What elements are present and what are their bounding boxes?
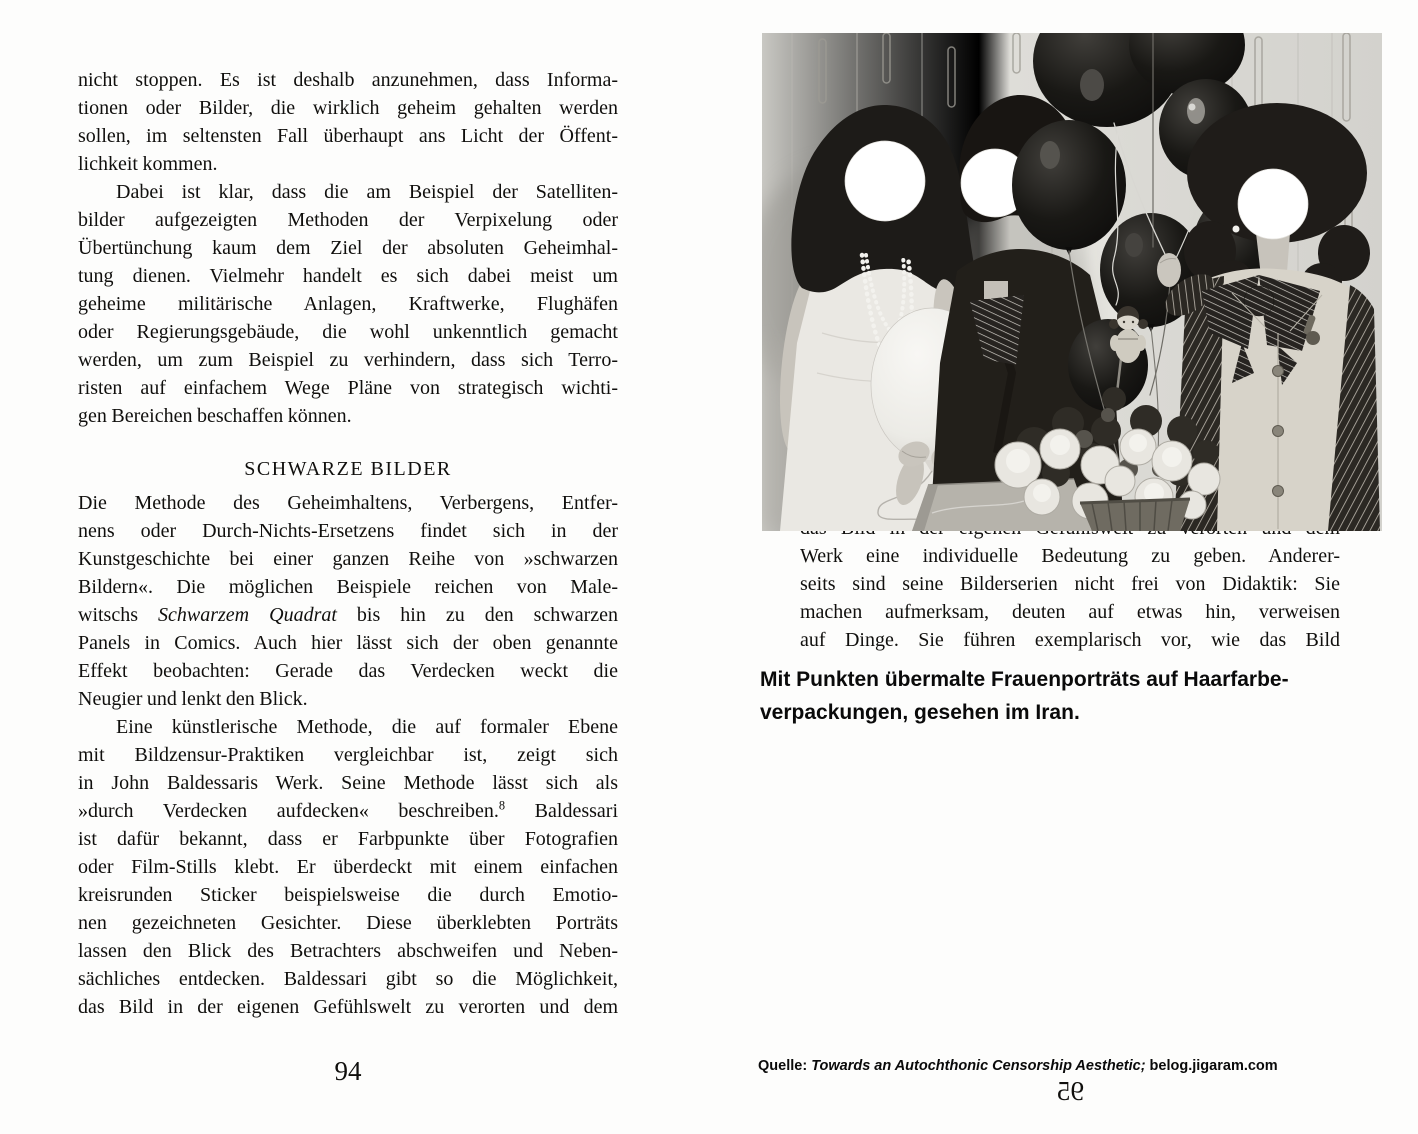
vest-button <box>1273 366 1284 377</box>
text-line: in John Baldessaris Werk. Seine Methode lässt sich als <box>78 772 618 794</box>
text-line: sächliches entdecken. Baldessari gibt so die Möglichkeit, <box>78 968 618 990</box>
mirrored-number: 95 <box>1056 1076 1084 1106</box>
text-line: kreisrunden Sticker beispielsweise die durch Emotio- <box>78 884 618 906</box>
text-line: Quelle: Towards an Autochthonic Censorship Aesthetic; belog.jigaram.com <box>758 1058 1278 1074</box>
photo-caption <box>760 654 1382 741</box>
table-edge <box>912 479 1092 531</box>
text-line: seits sind seine Bilderserien nicht frei von Didaktik: Sie <box>800 573 1340 595</box>
text-line: geheime militärische Anlagen, Kraftwerke, Flughäfen <box>78 293 618 315</box>
text-line: verpackungen, gesehen im Iran. <box>760 701 1080 724</box>
text-line: nicht stoppen. Es ist deshalb anzunehmen, dass Informa- <box>78 69 618 91</box>
text-line: gen Bereichen beschaffen können. <box>78 405 352 427</box>
right-page-text-column <box>800 514 1340 654</box>
text-line: Bildern«. Die möglichen Beispiele reichen von Male- <box>78 576 618 598</box>
text-line: das Bild in der eigenen Gefühlswelt zu verorten und dem <box>78 996 618 1018</box>
text-line: tung dienen. Vielmehr handelt es sich dabei meist um <box>78 265 618 287</box>
paragraph <box>78 178 618 430</box>
face-censor-dot-left <box>845 141 925 221</box>
text-line: Mit Punkten übermalte Frauenporträts auf Haarfarbe- <box>760 668 1289 691</box>
text-line: nens oder Durch-Nichts-Ersetzens findet sich in der <box>78 520 618 542</box>
text-line: oder Regierungsgebäude, die wohl unkenntlich gemacht <box>78 321 618 343</box>
page-number-left: 94 <box>334 1056 362 1086</box>
text-line: werden, um zum Beispiel zu verhindern, dass sich Terro- <box>78 349 618 371</box>
text-line: Kunstgeschichte bei einer ganzen Reihe von »schwarzen <box>78 548 618 570</box>
text-line: oder Film-Stills klebt. Er überdeckt mit einem einfachen <box>78 856 618 878</box>
text-line: ist dafür bekannt, dass er Farbpunkte über Fotografien <box>78 828 618 850</box>
text-line: Effekt beobachten: Gerade das Verdecken weckt die <box>78 660 618 682</box>
paragraph <box>78 489 618 713</box>
text-line: tionen oder Bilder, die wirklich geheim gehalten werden <box>78 97 618 119</box>
photo-illustration <box>762 33 1382 531</box>
source-credit <box>758 1057 1378 1075</box>
raised-hand <box>1157 253 1181 287</box>
text-line: lassen den Blick des Betrachters abschweifen und Neben- <box>78 940 618 962</box>
text-line: Panels in Comics. Auch hier lässt sich der oben genannte <box>78 632 618 654</box>
text-line: mit Bildzensur-Praktiken vergleichbar ist, zeigt sich <box>78 744 618 766</box>
text-line: »durch Verdecken aufdecken« beschreiben.$^8$ Baldessari <box>78 798 618 822</box>
text-line: sollen, im seltensten Fall überhaupt ans Licht der Öffent- <box>78 125 618 147</box>
earring <box>1233 226 1240 233</box>
text-line: Übertünchung kaum dem Ziel der absoluten Geheimhal- <box>78 237 618 259</box>
paragraph <box>78 713 618 1021</box>
photo-figure <box>762 33 1382 531</box>
page-number-right <box>800 1076 1340 1107</box>
text-line: Neugier und lenkt den Blick. <box>78 688 308 710</box>
text-line: nen gezeichneten Gesichter. Diese überklebten Porträts <box>78 912 618 934</box>
text-line: bilder aufgezeigten Methoden der Verpixelung oder <box>78 209 618 231</box>
text-line: lichkeit kommen. <box>78 153 218 175</box>
text-line: auf Dinge. Sie führen exemplarisch vor, wie das Bild <box>800 629 1340 651</box>
text-line: Die Methode des Geheimhaltens, Verbergens, Entfer- <box>78 492 618 514</box>
text-line: risten auf einfachem Wege Pläne von strategisch wichti- <box>78 377 618 399</box>
text-line: Eine künstlerische Methode, die auf formaler Ebene <box>116 716 618 738</box>
paragraph <box>78 66 618 178</box>
text-line: machen aufmerksam, deuten auf etwas hin, verweisen <box>800 601 1340 623</box>
left-page-text-column <box>78 66 618 1021</box>
wicker-basket <box>1080 499 1190 531</box>
section-heading: SCHWARZE BILDER <box>244 458 452 480</box>
text-line: Dabei ist klar, dass die am Beispiel der Satelliten- <box>116 181 618 203</box>
face-censor-dot-right <box>1238 169 1308 239</box>
text-line: witschs Schwarzem Quadrat bis hin zu den schwarzen <box>78 604 618 626</box>
text-line: Werk eine individuelle Bedeutung zu geben. Anderer- <box>800 545 1340 567</box>
